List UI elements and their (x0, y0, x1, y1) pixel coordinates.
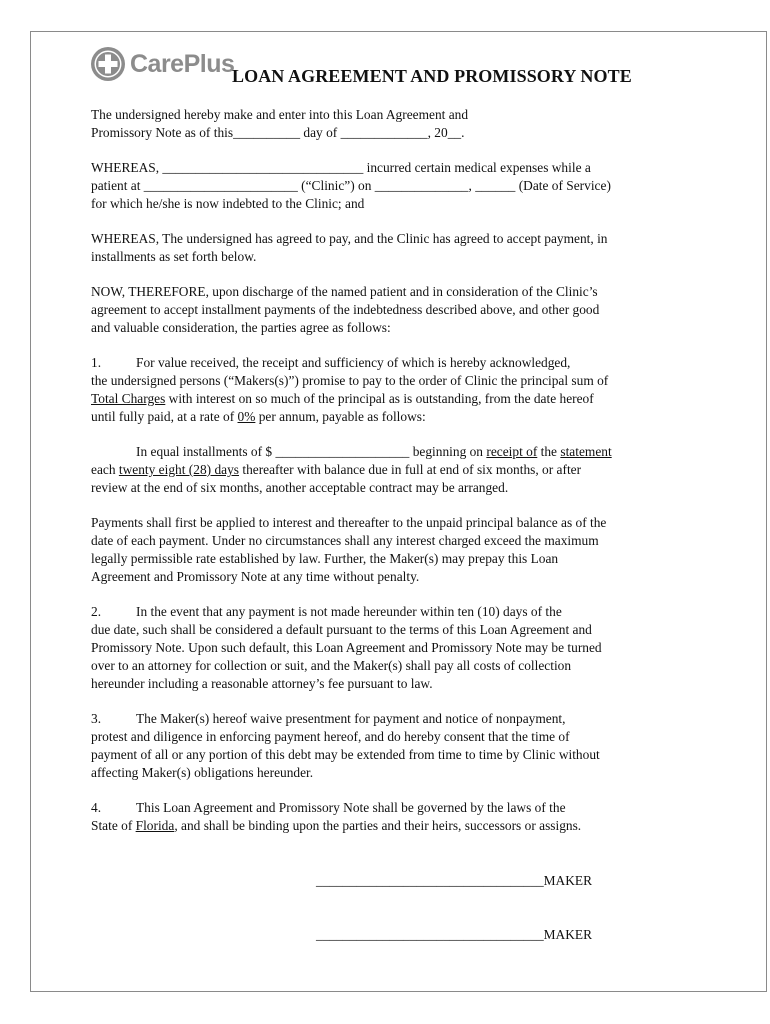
clause-3: 3. The Maker(s) hereof waive presentment for payment and notice of nonpayment, protest and diligence in enforcing payment hereof, and do hereby consent that the time of payment of all or any portion of this debt may be extended from time to time by Clinic without affecting Maker(s) obligations hereunder. (91, 711, 600, 780)
whereas-paragraph-2: WHEREAS, The undersigned has agreed to pay, and the Clinic has agreed to accept payment, in installments as set forth below. (91, 231, 608, 264)
clause-number: 2. (91, 604, 102, 619)
total-charges-term: Total Charges (91, 391, 166, 406)
careplus-logo (90, 46, 234, 82)
clause-number: 1. (91, 355, 102, 370)
logo-text: CarePlus (130, 49, 235, 78)
clause-1: 1. For value received, the receipt and sufficiency of which is hereby acknowledged, the undersigned persons (“Makers(s)”) promise to pay to the order of Clinic the principal sum of Total Charges with interest on so much of the principal as is outstanding, from the date hereof until fully paid, at a rate of 0% per annum, payable as follows: (91, 355, 609, 424)
medical-cross-icon (90, 46, 126, 82)
clause-number: 3. (91, 711, 102, 726)
clause-2: 2. In the event that any payment is not made hereunder within ten (10) days of the due date, such shall be considered a default pursuant to the terms of this Loan Agreement and Promissory Note. Upon such default, this Loan Agreement and Promissory Note may be turned over to an attorney for collection or suit, and the Maker(s) shall pay all costs of collection hereunder including a reasonable attorney’s fee pursuant to law. (91, 604, 602, 691)
statement-term: statement (560, 444, 612, 459)
document-title: LOAN AGREEMENT AND PROMISSORY NOTE (232, 66, 632, 86)
interest-rate: 0% (237, 409, 256, 424)
governing-state: Florida (135, 818, 175, 833)
maker-signature-line-1[interactable]: __________________________________MAKER (316, 873, 592, 888)
receipt-of-term: receipt of (486, 444, 538, 459)
document-body (91, 106, 681, 835)
clause-number: 4. (91, 800, 102, 815)
installment-period: twenty eight (28) days (118, 462, 239, 477)
intro-paragraph: The undersigned hereby make and enter into this Loan Agreement and Promissory Note as of this__________ day of _____________, 20__. (91, 107, 469, 140)
clause-4: 4. This Loan Agreement and Promissory Note shall be governed by the laws of the State of Florida, and shall be binding upon the parties and their heirs, successors or assigns. (91, 800, 582, 833)
payments-paragraph: Payments shall first be applied to interest and thereafter to the unpaid principal balance as of the date of each payment. Under no circumstances shall any interest charged exceed the maximum legally permissible rate established by law. Further, the Maker(s) may prepay this Loan Agreement and Promissory Note at any time without penalty. (91, 515, 607, 584)
whereas-paragraph-1: WHEREAS, ______________________________ incurred certain medical expenses while a patient at _______________________ (“Clinic”) on ______________, ______ (Date of Service) for which he/she is now indebted to the Clinic; and (91, 160, 611, 211)
maker-signature-line-2[interactable]: __________________________________MAKER (316, 927, 592, 942)
now-therefore-paragraph: NOW, THEREFORE, upon discharge of the named patient and in consideration of the Clinic’s agreement to accept installment payments of the indebtedness described above, and other good and valuable consideration, the parties agree as follows: (91, 284, 600, 335)
installments-paragraph: In equal installments of $ ____________________ beginning on receipt of the statement each twenty eight (28) days thereafter with balance due in full at end of six months, or after review at the end of six months, another acceptable contract may be arranged. (91, 444, 612, 495)
